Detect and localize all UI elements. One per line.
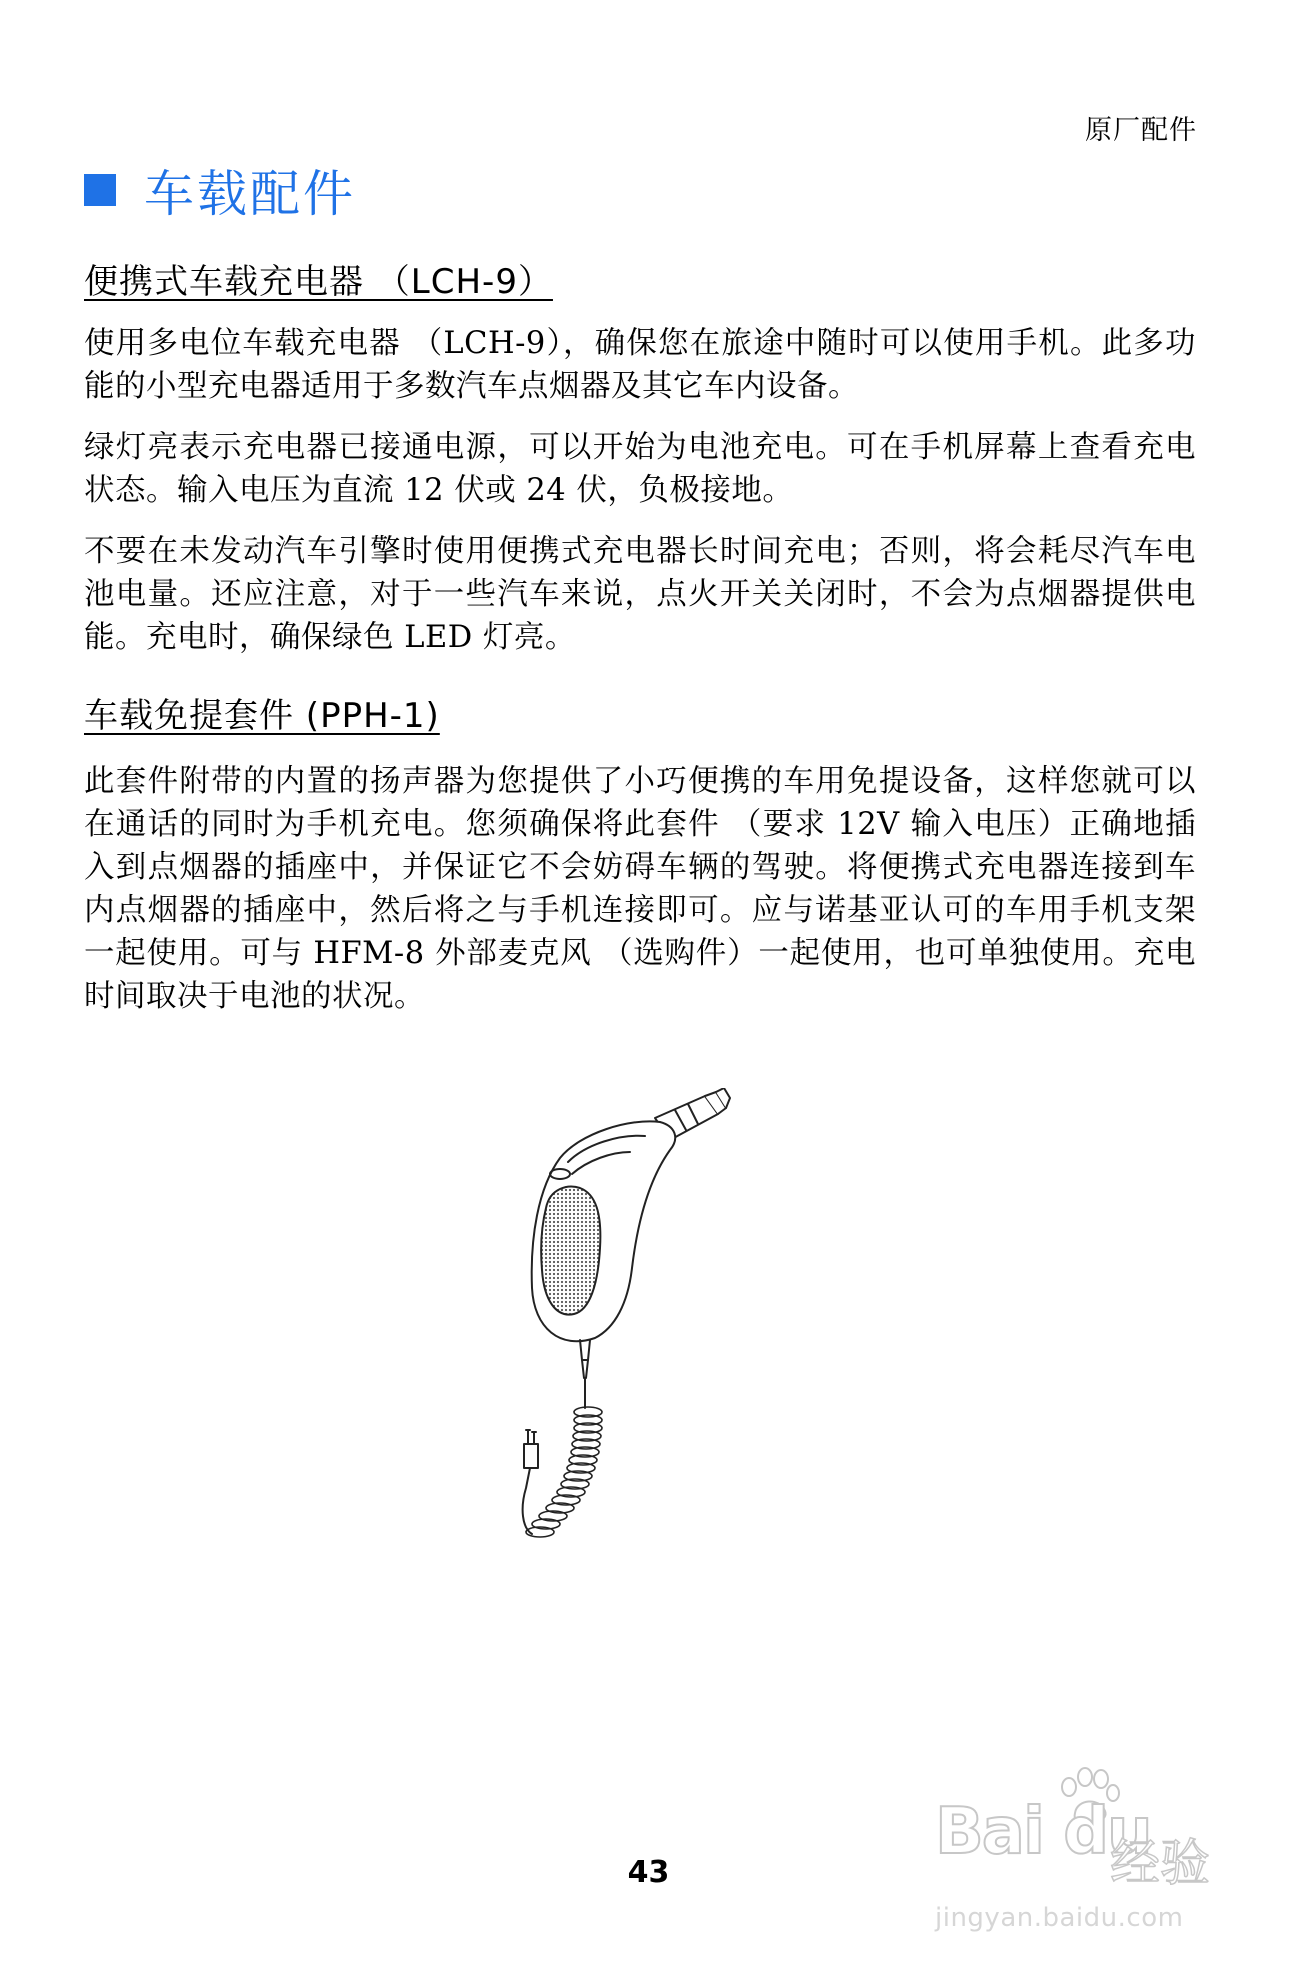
blue-square-icon <box>84 174 116 206</box>
lch9-paragraph-3: 不要在未发动汽车引擎时使用便携式充电器长时间充电；否则，将会耗尽汽车电池电量。还应注意，对于一些汽车来说，点火开关关闭时，不会为点烟器提供电能。充电时，确保绿色 LED 灯亮。 <box>84 534 1196 655</box>
lch9-paragraph-1: 使用多电位车载充电器 （LCH-9），确保您在旅途中随时可以使用手机。此多功能的小型充电器适用于多数汽车点烟器及其它车内设备。 <box>84 326 1196 404</box>
section-title-text: 车载配件 <box>144 165 356 223</box>
car-handsfree-kit-illustration <box>520 1088 760 1566</box>
pph1-heading: 车载免提套件 (PPH-1) <box>84 696 440 736</box>
watermark-logo-text: Bai du <box>935 1795 1151 1869</box>
watermark-url: jingyan.baidu.com <box>935 1903 1184 1933</box>
pph1-paragraph-1: 此套件附带的内置的扬声器为您提供了小巧便携的车用免提设备，这样您就可以在通话的同时为手机充电。您须确保将此套件 （要求 12V 输入电压）正确地插入到点烟器的插座中，并保证它不会妨碍车辆的驾驶。将便携式充电器连接到车内点烟器的插座中，然后将之与手机连接即可。应与诺基亚认可的车用手机支架一起使用。可与 HFM-8 外部麦克风 （选购件）一起使用，也可单独使用。充电时间取决于电池的状况。 <box>84 764 1196 1014</box>
watermark-jingyan-text: 经验 <box>1110 1834 1210 1892</box>
lch9-paragraph-2: 绿灯亮表示充电器已接通电源，可以开始为电池充电。可在手机屏幕上查看充电状态。输入电压为直流 12 伏或 24 伏，负极接地。 <box>84 430 1196 508</box>
section-title <box>84 154 356 226</box>
page-number: 43 <box>627 1855 670 1890</box>
lch9-heading: 便携式车载充电器 （LCH-9） <box>84 262 553 302</box>
running-head: 原厂配件 <box>1085 115 1197 146</box>
